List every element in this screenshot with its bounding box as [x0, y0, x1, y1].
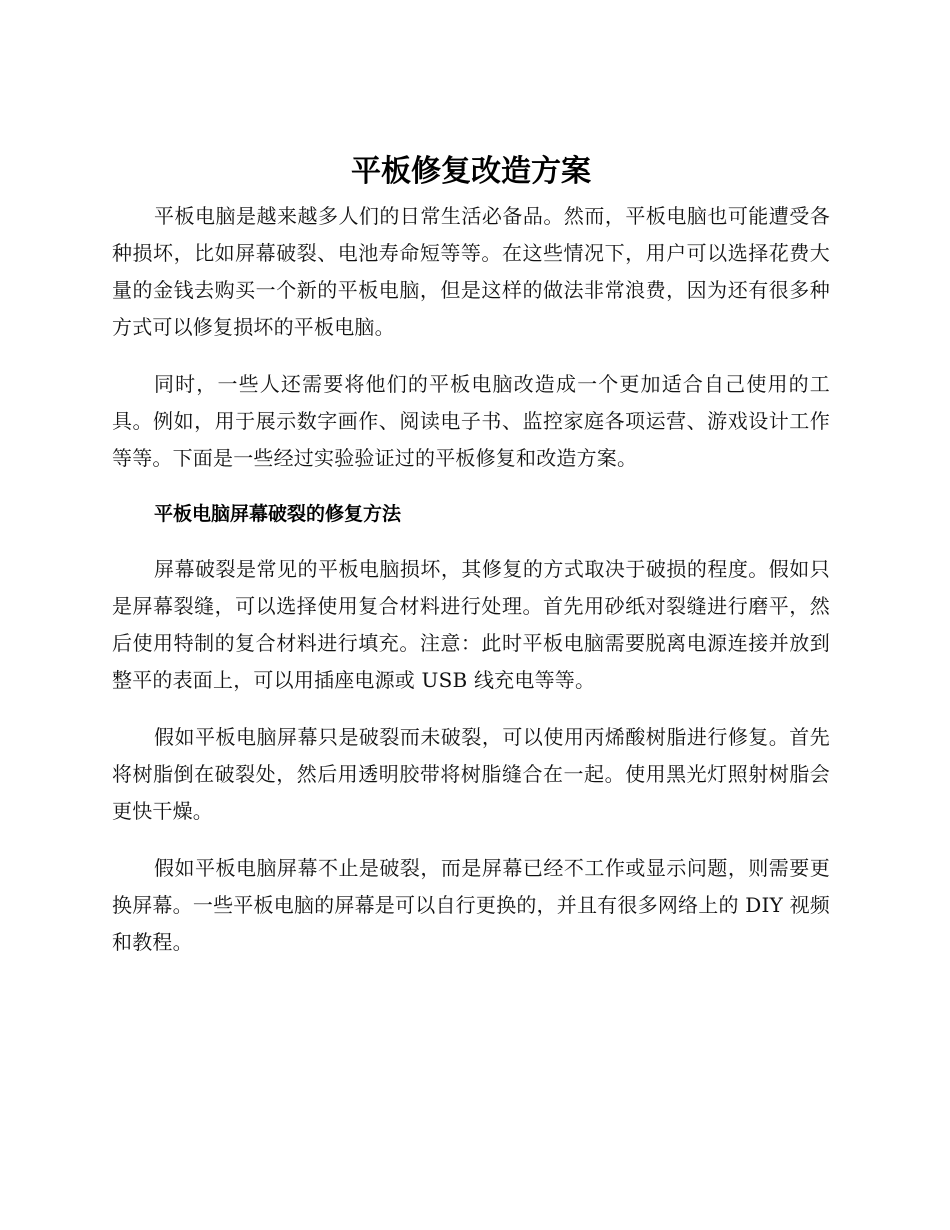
section-heading: 平板电脑屏幕破裂的修复方法	[154, 503, 402, 525]
section-paragraph-2: 假如平板电脑屏幕只是破裂而未破裂，可以使用丙烯酸树脂进行修复。首先将树脂倒在破裂处，然后用透明胶带将树脂缝合在一起。使用黑光灯照射树脂会更快干燥。	[112, 725, 830, 823]
document-title: 平板修复改造方案	[351, 154, 591, 189]
intro-paragraph-1: 平板电脑是越来越多人们的日常生活必备品。然而，平板电脑也可能遭受各种损坏，比如屏幕破裂、电池寿命短等等。在这些情况下，用户可以选择花费大量的金钱去购买一个新的平板电脑，但是这样的做法非常浪费，因为还有很多种方式可以修复损坏的平板电脑。	[112, 204, 830, 339]
document-page	[112, 150, 830, 981]
section-paragraph-1: 屏幕破裂是常见的平板电脑损坏，其修复的方式取决于破损的程度。假如只是屏幕裂缝，可以选择使用复合材料进行处理。首先用砂纸对裂缝进行磨平，然后使用特制的复合材料进行填充。注意：此时平板电脑需要脱离电源连接并放到整平的表面上，可以用插座电源或 USB 线充电等等。	[112, 557, 830, 692]
intro-paragraph-2: 同时，一些人还需要将他们的平板电脑改造成一个更加适合自己使用的工具。例如，用于展示数字画作、阅读电子书、监控家庭各项运营、游戏设计工作等等。下面是一些经过实验验证过的平板修复和改造方案。	[112, 372, 830, 470]
section-paragraph-3: 假如平板电脑屏幕不止是破裂，而是屏幕已经不工作或显示问题，则需要更换屏幕。一些平板电脑的屏幕是可以自行更换的，并且有很多网络上的 DIY 视频和教程。	[112, 856, 830, 954]
